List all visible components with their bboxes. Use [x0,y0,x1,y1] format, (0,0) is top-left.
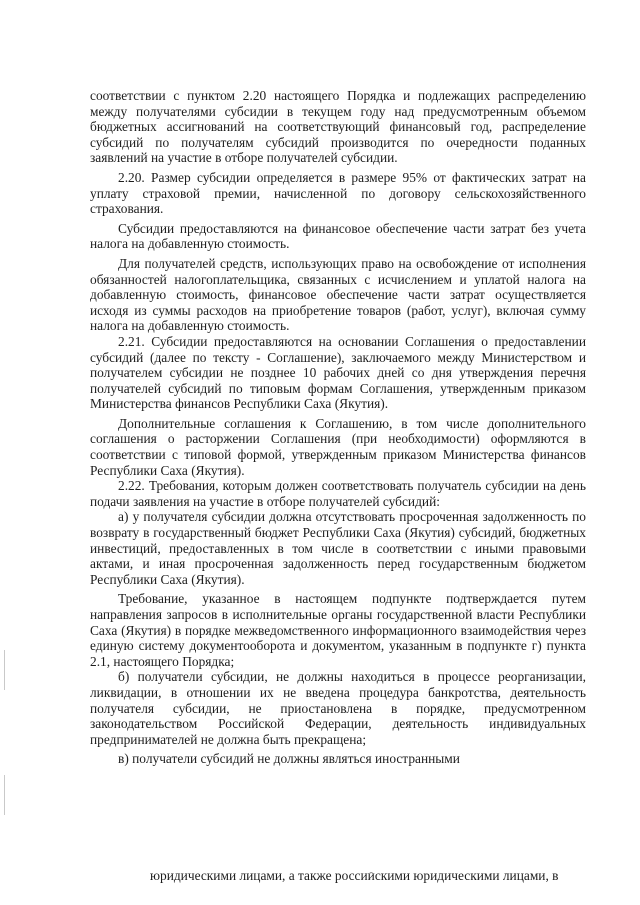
paragraph-vat-exclusion: Субсидии предоставляются на финансовое обеспечение части затрат без учета налога на добавленную стоимость. [90,220,586,252]
cut-off-line [90,872,586,884]
paragraph-2-22-requirements: 2.22. Требования, которым должен соответствовать получатель субсидии на день подачи заявления на участие в отборе получателей субсидий: [90,478,586,509]
paragraph-additional-agreements: Дополнительные соглашения к Соглашению, в том числе дополнительного соглашения о расторжении Соглашения (при необходимости) оформляются в соответствии с типовой формой, утвержденным приказом Министерства финансов Республики Саха (Якутия). [90,415,586,478]
paragraph-2-21-agreement: 2.21. Субсидии предоставляются на основании Соглашения о предоставлении субсидий (далее по тексту - Соглашение), заключаемого между Министерством и получателем субсидии не позднее 10 рабочих дней со дня утверждения перечня получателей субсидий по типовым формам Соглашения, утвержденным приказом Министерства финансов Республики Саха (Якутия). [90,333,586,412]
scan-margin-mark [4,775,5,815]
paragraph-2-20-subsidy-size: 2.20. Размер субсидии определяется в размере 95% от фактических затрат на уплату страховой премии, начисленной по договору сельскохозяйственного страхования. [90,169,586,217]
paragraph-vat-exemption: Для получателей средств, использующих право на освобождение от исполнения обязанностей налогоплательщика, связанных с исчислением и уплатой налога на добавленную стоимость, финансовое обеспечение части затрат осуществляется исходя из суммы расходов на приобретение товаров (работ, услуг), включая сумму налога на добавленную стоимость. [90,255,586,334]
paragraph-requirement-b: б) получатели субсидии, не должны находиться в процессе реорганизации, ликвидации, в отношении их не введена процедура банкротства, деятельность получателя субсидии, не приостановлена в порядке, предусмотренном законодательством Российской Федерации, деятельность индивидуальных предпринимателей не должна быть прекращена; [90,669,586,747]
document-body [90,88,586,767]
paragraph-requirement-v: в) получатели субсидий не должны являться иностранными [118,751,460,767]
paragraph-allocation-order: соответствии с пунктом 2.20 настоящего Порядка и подлежащих распределению между получателями субсидии в текущем году над предусмотренным объемом бюджетных ассигнований на соответствующий финансовый год, распределение субсидий по получателям субсидий производится по очередности поданных заявлений на участие в отборе получателей субсидии. [90,88,586,166]
paragraph-requirement-a: а) у получателя субсидии должна отсутствовать просроченная задолженность по возврату в государственный бюджет Республики Саха (Якутия) субсидий, бюджетных инвестиций, предоставленных в том числе в соответствии с иными правовыми актами, и иная просроченная задолженность перед государственным бюджетом Республики Саха (Якутия). [90,509,586,587]
paragraph-requirement-confirmation: Требование, указанное в настоящем подпункте подтверждается путем направления запросов в исполнительные органы государственной власти Республики Саха (Якутия) в порядке межведомственного информационного взаимодействия через единую систему документооборота и документом, указанным в подпункте г) пункта 2.1, настоящего Порядка; [90,591,586,669]
scan-margin-mark [4,650,5,690]
cut-off-line-text: юридическими лицами, а также российскими юридическими лицами, в [150,872,559,883]
